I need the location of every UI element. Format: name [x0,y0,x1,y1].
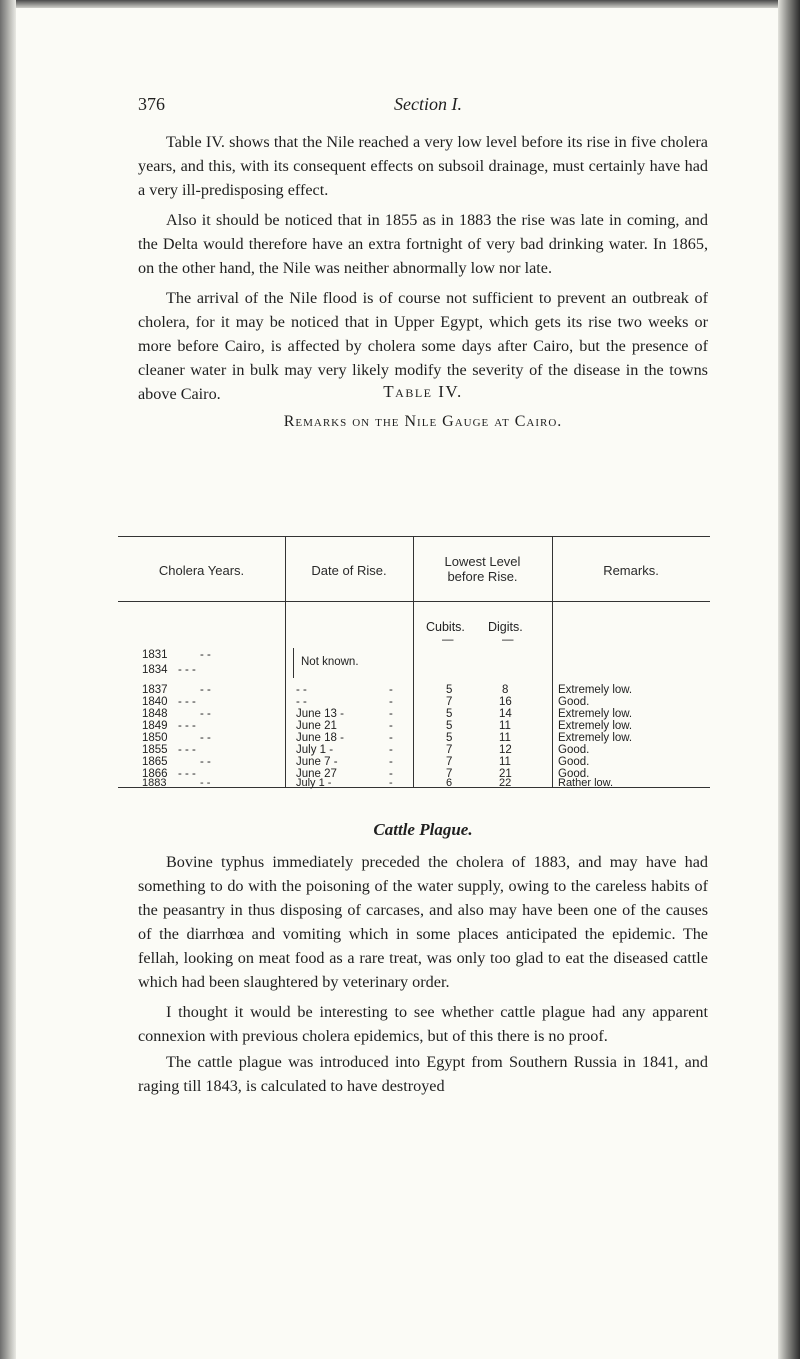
paragraph-nile-flood: The arrival of the Nile flood is of course not sufficient to prevent an outbreak of cholera, for it may be noticed that in Upper Egypt, which gets its rise two weeks or more before Cairo, is affected by cholera some days after Cairo, but the presence of cleaner water in bulk may very likely modify the severity of the disease in the towns above Cairo. [138,289,708,403]
running-head [138,94,698,118]
book-binding-right [778,0,800,1359]
row-date-dash: - [389,768,393,780]
row-year-dashes: - - [200,756,211,768]
row-remarks: Extremely low. [558,684,633,696]
row-date: July 1 - [296,777,332,789]
row-remarks: Extremely low. [558,720,633,732]
row-remarks: Good. [558,768,590,780]
row-digits: 11 [499,756,511,768]
paragraph-table-iv-summary: Table IV. shows that the Nile reached a very low level before its rise in five cholera years, and this, with its consequent effects on subsoil drainage, must certainly have had a very ill-predisposing effect. [138,133,708,199]
header-lowest-level-line-2: before Rise. [447,569,518,584]
section-heading-cattle-plague: Cattle Plague. [373,820,473,839]
row-date-dash: - [389,756,393,768]
brace [288,648,294,678]
row-cubits: 5 [446,708,453,720]
row-year: 1840 [142,696,168,708]
unit-digits-dash: — [502,634,514,646]
row-digits: 11 [499,720,511,732]
row-cubits: 7 [446,744,453,756]
row-digits: 16 [499,696,512,708]
row-digits: 14 [499,708,512,720]
table-subtitle: Remarks on the Nile Gauge at Cairo. [283,413,563,430]
page-number: 376 [138,94,165,114]
row-remarks: Extremely low. [558,708,633,720]
year-1834-dashes: - - - [178,664,196,676]
row-year: 1850 [142,732,168,744]
page-top-edge [16,0,778,8]
row-remarks: Rather low. [558,777,614,789]
section-title: Section I. [394,94,462,114]
year-1831-dashes: - - [200,649,211,661]
row-year: 1865 [142,756,168,768]
row-year-dashes: - - - [178,744,196,756]
row-digits: 11 [499,732,511,744]
row-year-dashes: - - [200,777,211,789]
row-remarks: Good. [558,756,590,768]
header-cholera-years: Cholera Years. [158,563,245,578]
row-date-dash: - [389,708,393,720]
row-date: June 13 - [296,708,344,720]
row-year: 1837 [142,684,168,696]
row-cubits: 5 [446,684,453,696]
table-top-rule [118,536,710,537]
row-digits: 12 [499,744,512,756]
row-digits: 21 [499,768,512,780]
header-lowest-level-line-1: Lowest Level [444,554,521,569]
row-year: 1883 [142,777,167,789]
row-cubits: 7 [446,756,453,768]
row-remarks: Good. [558,744,590,756]
row-date-dash: - [389,696,393,708]
row-date: June 21 [296,720,337,732]
row-cubits: 7 [446,768,453,780]
row-date-dash: - [389,720,393,732]
row-year: 1849 [142,720,168,732]
row-date: - - [296,684,307,696]
row-date-dash: - [389,777,393,789]
paragraph-bovine-typhus: Bovine typhus immediately preceded the cholera of 1883, and may have had something to do with the poisoning of the water supply, owing to the careless habits of the peasantry in thus disposing of carcases, and also may have been one of the causes of the diarrhœa and vomiting which in some places anticipated the epidemic. The fellah, looking on meat food as a rare treat, was only too glad to eat the diseased cattle which had been slaughtered by veterinary order. [138,853,708,991]
row-date: June 7 - [296,756,338,768]
row-digits: 22 [499,777,512,789]
table-title: Table IV. [383,382,463,401]
header-remarks: Remarks. [603,563,659,578]
year-1831: 1831 [142,649,168,661]
row-date-dash: - [389,744,393,756]
year-1834: 1834 [142,664,168,676]
unit-cubits-dash: — [442,634,454,646]
unit-digits: Digits. [488,620,523,634]
row-remarks: Good. [558,696,590,708]
row-year: 1866 [142,768,168,780]
book-binding-left [0,0,16,1359]
row-date: June 18 - [296,732,344,744]
nile-gauge-table [118,536,710,788]
row-year-dashes: - - [200,708,211,720]
row-year-dashes: - - - [178,696,196,708]
paragraph-connexion: I thought it would be interesting to see whether cattle plague had any apparent connexion with previous cholera epidemics, but of this there is no proof. [138,1003,708,1045]
row-year: 1855 [142,744,168,756]
row-cubits: 6 [446,777,453,789]
row-cubits: 5 [446,732,453,744]
row-date: June 27 [296,768,337,780]
row-cubits: 5 [446,720,453,732]
paragraph-late-rise: Also it should be noticed that in 1855 as in 1883 the rise was late in coming, and the Delta would therefore have an extra fortnight of very bad drinking water. In 1865, on the other hand, the Nile was neither abnormally low nor late. [138,211,708,277]
row-date-dash: - [389,732,393,744]
row-date-dash: - [389,684,393,696]
header-lowest-level [413,554,552,584]
row-cubits: 7 [446,696,453,708]
row-year-dashes: - - - [178,768,196,780]
row-year-dashes: - - [200,732,211,744]
date-not-known: Not known. [301,656,359,668]
row-year-dashes: - - - [178,720,196,732]
header-date-of-rise: Date of Rise. [311,563,387,578]
row-year: 1848 [142,708,168,720]
unit-cubits: Cubits. [426,620,465,634]
table-header-rule [118,601,710,602]
row-date: - - [296,696,307,708]
row-date: July 1 - [296,744,334,756]
paragraph-introduction: The cattle plague was introduced into Egypt from Southern Russia in 1841, and raging till 1843, is calculated to have destroyed [138,1053,708,1095]
row-digits: 8 [502,684,509,696]
row-year-dashes: - - [200,684,211,696]
row-remarks: Extremely low. [558,732,633,744]
